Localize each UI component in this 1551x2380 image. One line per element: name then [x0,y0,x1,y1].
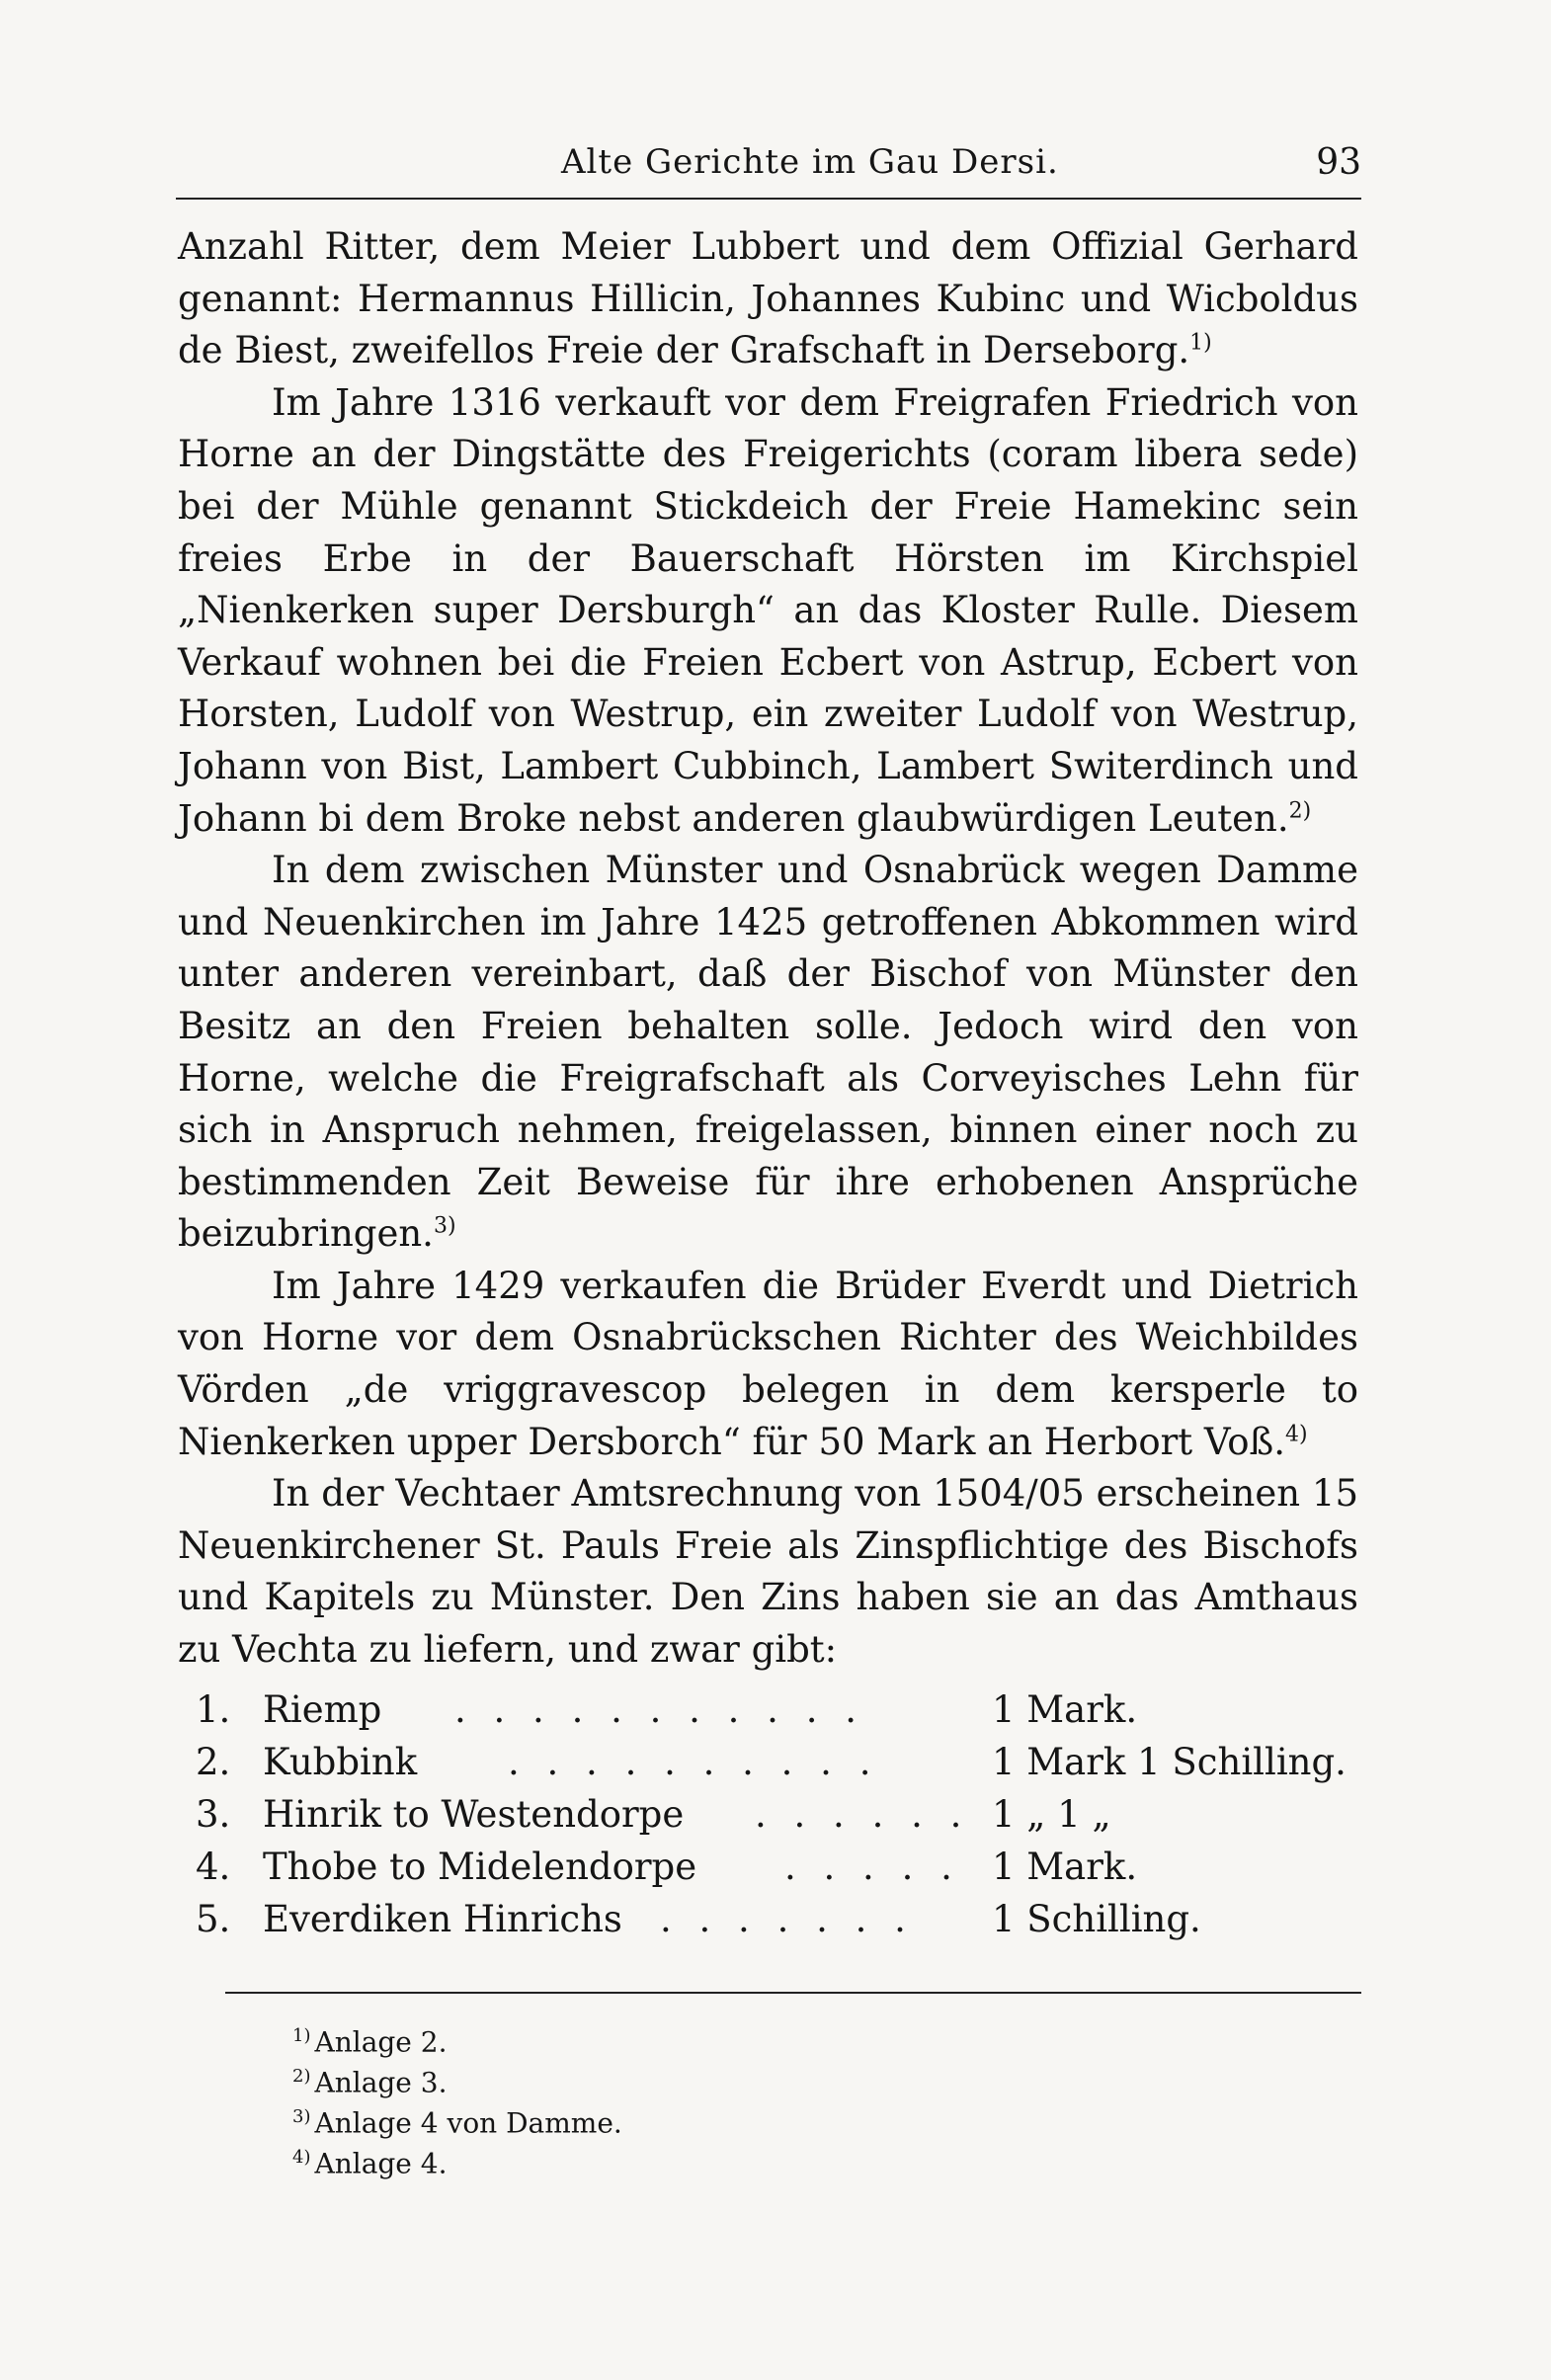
list-item [196,1841,1361,1893]
list-item [196,1788,1361,1841]
footnote-mark: 4) [292,2147,311,2168]
item-number: 5. [196,1898,231,1940]
footnote-ref: 4) [1284,1422,1308,1447]
list-item [196,1736,1361,1788]
footnote-rule [225,1992,1361,1994]
header-rule [176,198,1361,200]
item-amount: 1 Schilling. [992,1898,1201,1940]
footnote-mark: 3) [292,2106,311,2127]
footnote-ref: 1) [1189,330,1212,356]
item-number: 3. [196,1793,231,1836]
item-number: 2. [196,1741,231,1783]
footnote-mark: 2) [292,2066,311,2087]
item-name: Hinrik to Westendorpe [263,1793,685,1836]
leader-dots: . . . . . . . [660,1898,914,1940]
paragraph-text: Im Jahre 1316 verkauft vor dem Freigrafen Friedrich von Horne an der Dingstätte des Freigerichts (coram libera sede) bei der Mühle genannt Stickdeich der Freie Hamekinc sein freies Erbe in der Bauerschaft Hörsten im Kirchspiel „Nienkerken super Dersburgh“ an das Kloster Rulle. Diesem Verkauf wohnen bei die Freien Ecbert von Astrup, Ecbert von Horsten, Ludolf von Westrup, ein zweiter Ludolf von Westrup, Johann von Bist, Lambert Cubbinch, Lambert Switerdinch und Johann bi dem Broke nebst anderen glaubwürdigen Leuten. [178,380,1358,840]
item-amount: 1 Mark. [992,1846,1138,1888]
leader-dots: . . . . . . . . . . [508,1741,879,1783]
paragraph-text: Anzahl Ritter, dem Meier Lubbert und dem Offizial Gerhard genannt: Hermannus Hillicin, Johannes Kubinc und Wicboldus de Biest, zweifellos Freie der Grafschaft in Derseborg. [178,225,1358,372]
item-name: Kubbink [263,1741,418,1783]
list-item [196,1893,1361,1945]
payment-list [196,1683,1361,1945]
leader-dots: . . . . . . [755,1793,970,1836]
paragraph [178,845,1358,1261]
footnote [292,2096,622,2140]
item-number: 4. [196,1846,231,1888]
footnote-ref: 3) [433,1213,456,1239]
page-header [176,134,1361,194]
item-name: Everdiken Hinrichs [263,1898,622,1940]
paragraph [178,377,1358,845]
leader-dots: . . . . . [784,1846,960,1888]
footnote-mark: 1) [292,2025,311,2046]
footnotes [292,2015,622,2180]
footnote [292,2056,622,2099]
paragraph [178,221,1358,377]
footnote-ref: 2) [1288,798,1312,824]
item-amount: 1 Mark 1 Schilling. [992,1741,1347,1783]
paragraph-text: In der Vechtaer Amtsrechnung von 1504/05 erscheinen 15 Neuenkirchener St. Pauls Freie als Zinspflichtige des Bischofs und Kapitels zu Münster. Den Zins haben sie an das Amthaus zu Vechta zu liefern, und zwar gibt: [178,1472,1358,1672]
paragraph [178,1261,1358,1468]
item-name: Riemp [263,1688,382,1731]
paragraph-text: In dem zwischen Münster und Osnabrück wegen Damme und Neuenkirchen im Jahre 1425 getroffenen Abkommen wird unter anderen vereinbart, daß der Bischof von Münster den Besitz an den Freien behalten solle. Jedoch wird den von Horne, welche die Freigrafschaft als Corveyisches Lehn für sich in Anspruch nehmen, freigelassen, binnen einer noch zu bestimmenden Zeit Beweise für ihre erhobenen Ansprüche beizubringen. [178,849,1358,1256]
footnote-text: Anlage 3. [314,2066,448,2099]
item-number: 1. [196,1688,231,1731]
body-text [178,221,1358,1677]
item-name: Thobe to Midelendorpe [263,1846,697,1888]
footnote-text: Anlage 4 von Damme. [314,2106,622,2140]
leader-dots: . . . . . . . . . . . [454,1688,864,1731]
footnote-text: Anlage 4. [314,2147,448,2180]
item-amount: 1 „ 1 „ [992,1793,1111,1836]
footnote [292,2015,622,2059]
item-amount: 1 Mark. [992,1688,1138,1731]
paragraph [178,1468,1358,1676]
page-number: 93 [1316,142,1361,183]
footnote-text: Anlage 2. [314,2025,448,2059]
footnote [292,2137,622,2180]
paragraph-text: Im Jahre 1429 verkaufen die Brüder Everdt und Dietrich von Horne vor dem Osnabrückschen Richter des Weichbildes Vörden „de vriggravescop belegen in dem kersperle to Nienkerken upper Dersborch“ für 50 Mark an Herbort Voß. [178,1264,1358,1463]
running-head: Alte Gerichte im Gau Dersi. [561,142,1059,182]
list-item [196,1683,1361,1736]
